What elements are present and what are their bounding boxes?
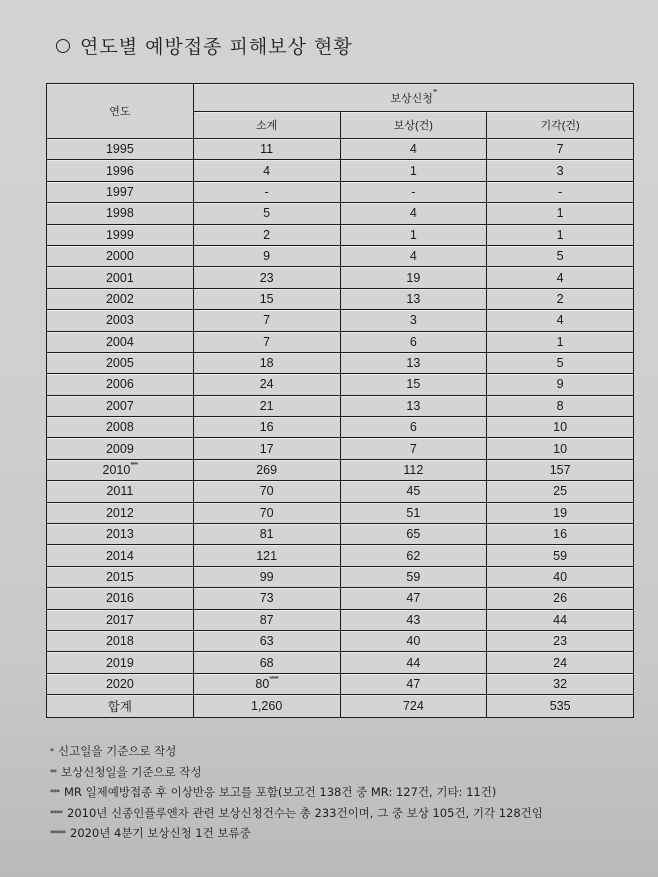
cell-rejected: 25 — [487, 481, 634, 502]
table-row — [47, 352, 634, 373]
cell-year: 2001 — [47, 267, 194, 288]
table-row — [47, 502, 634, 523]
cell-year: 2014 — [47, 545, 194, 566]
table-row — [47, 481, 634, 502]
cell-subtotal: 9 — [193, 245, 340, 266]
footnotes — [50, 742, 543, 845]
cell-year: 2003 — [47, 310, 194, 331]
cell-year: 2015 — [47, 566, 194, 587]
cell-rejected: 44 — [487, 609, 634, 630]
cell-rejected: 5 — [487, 245, 634, 266]
cell-year: 2008 — [47, 417, 194, 438]
circle-bullet-icon — [56, 39, 70, 53]
cell-year: 1995 — [47, 139, 194, 160]
cell-subtotal: 70 — [193, 502, 340, 523]
cell-year: 2009 — [47, 438, 194, 459]
cell-compensated: 112 — [340, 459, 487, 480]
footnote-item — [50, 804, 543, 825]
table-row — [47, 288, 634, 309]
table-row — [47, 588, 634, 609]
cell-compensated: 47 — [340, 673, 487, 694]
table-row — [47, 267, 634, 288]
table-row — [47, 224, 634, 245]
footnote-item — [50, 783, 543, 804]
cell-compensated: 65 — [340, 524, 487, 545]
footnote-text: 2010년 신종인플루엔자 관련 보상신청건수는 총 233건이며, 그 중 보상 105건, 기각 128건임 — [67, 805, 543, 820]
table-row — [47, 245, 634, 266]
cell-compensated: 6 — [340, 417, 487, 438]
cell-compensated: 44 — [340, 652, 487, 673]
cell-year: 2005 — [47, 352, 194, 373]
cell-compensated: 6 — [340, 331, 487, 352]
cell-subtotal: 15 — [193, 288, 340, 309]
header-year: 연도 — [47, 84, 194, 139]
cell-rejected: 7 — [487, 139, 634, 160]
cell-year: 2019 — [47, 652, 194, 673]
cell-subtotal: 70 — [193, 481, 340, 502]
cell-total-label: 합계 — [47, 695, 194, 718]
footnote-text: MR 일제예방접종 후 이상반응 보고를 포함(보고건 138건 중 MR: 127건, 기타: 11건) — [64, 785, 497, 800]
cell-subtotal: 5 — [193, 203, 340, 224]
cell-rejected: 1 — [487, 224, 634, 245]
footnote-marker: *** — [50, 788, 59, 798]
cell-compensated: 59 — [340, 566, 487, 587]
cell-year: 2017 — [47, 609, 194, 630]
header-compensated: 보상(건) — [340, 112, 487, 139]
cell-compensated: 62 — [340, 545, 487, 566]
cell-rejected: 4 — [487, 310, 634, 331]
cell-rejected: 24 — [487, 652, 634, 673]
table-row — [47, 374, 634, 395]
cell-compensated: 13 — [340, 352, 487, 373]
cell-total-subtotal: 1,260 — [193, 695, 340, 718]
cell-compensated: 1 — [340, 160, 487, 181]
cell-rejected: 10 — [487, 438, 634, 459]
table-row — [47, 438, 634, 459]
footnote-text: 보상신청일을 기준으로 작성 — [61, 764, 202, 779]
cell-rejected: 1 — [487, 331, 634, 352]
cell-rejected: 5 — [487, 352, 634, 373]
header-subtotal: 소계 — [193, 112, 340, 139]
cell-rejected: 23 — [487, 630, 634, 651]
cell-compensated: 19 — [340, 267, 487, 288]
cell-subtotal: 4 — [193, 160, 340, 181]
cell-compensated: 4 — [340, 139, 487, 160]
table-header-row — [47, 84, 634, 112]
cell-subtotal: 7 — [193, 310, 340, 331]
cell-subtotal: 17 — [193, 438, 340, 459]
cell-compensated: 13 — [340, 288, 487, 309]
cell-subtotal: 23 — [193, 267, 340, 288]
cell-subtotal: 18 — [193, 352, 340, 373]
footnote-marker: ** — [50, 767, 56, 777]
cell-subtotal: 63 — [193, 630, 340, 651]
cell-rejected: 19 — [487, 502, 634, 523]
footnote-marker: **** — [130, 462, 138, 470]
cell-compensated: 3 — [340, 310, 487, 331]
cell-year: 2011 — [47, 481, 194, 502]
cell-compensated: - — [340, 181, 487, 202]
table-row — [47, 652, 634, 673]
footnote-marker: * — [50, 747, 53, 756]
cell-rejected: 32 — [487, 673, 634, 694]
cell-subtotal: 121 — [193, 545, 340, 566]
table-row — [47, 203, 634, 224]
cell-compensated: 45 — [340, 481, 487, 502]
cell-rejected: 3 — [487, 160, 634, 181]
cell-subtotal: 2 — [193, 224, 340, 245]
cell-rejected: - — [487, 181, 634, 202]
table-row — [47, 673, 634, 694]
cell-compensated: 51 — [340, 502, 487, 523]
footnote-marker: **** — [50, 808, 62, 818]
cell-subtotal: 68 — [193, 652, 340, 673]
cell-rejected: 2 — [487, 288, 634, 309]
cell-subtotal: 73 — [193, 588, 340, 609]
cell-compensated: 4 — [340, 203, 487, 224]
compensation-table — [46, 83, 634, 718]
cell-subtotal: - — [193, 181, 340, 202]
table-row — [47, 417, 634, 438]
table-row — [47, 160, 634, 181]
cell-year: 2016 — [47, 588, 194, 609]
cell-year: 1998 — [47, 203, 194, 224]
document-title-text: 연도별 예방접종 피해보상 현황 — [80, 36, 353, 58]
header-application-group: 보상신청** — [193, 84, 633, 112]
footnote-item — [50, 824, 543, 845]
cell-compensated: 40 — [340, 630, 487, 651]
cell-year: 2013 — [47, 524, 194, 545]
table-row — [47, 566, 634, 587]
table-body — [47, 139, 634, 718]
cell-rejected: 10 — [487, 417, 634, 438]
table-row — [47, 524, 634, 545]
cell-compensated: 1 — [340, 224, 487, 245]
cell-year: 2018 — [47, 630, 194, 651]
cell-year: 2004 — [47, 331, 194, 352]
cell-subtotal: 24 — [193, 374, 340, 395]
cell-subtotal: 21 — [193, 395, 340, 416]
footnote-item — [50, 742, 543, 763]
table-row — [47, 459, 634, 480]
footnote-text: 신고일을 기준으로 작성 — [58, 744, 177, 758]
cell-year: 2010**** — [47, 459, 194, 480]
cell-total-rejected: 535 — [487, 695, 634, 718]
cell-compensated: 15 — [340, 374, 487, 395]
table-row — [47, 609, 634, 630]
cell-rejected: 16 — [487, 524, 634, 545]
cell-year: 1997 — [47, 181, 194, 202]
footnote-marker: ***** — [269, 675, 278, 683]
footnote-marker: ** — [432, 88, 437, 96]
cell-year: 2020 — [47, 673, 194, 694]
cell-rejected: 1 — [487, 203, 634, 224]
table-row — [47, 310, 634, 331]
table-row — [47, 395, 634, 416]
cell-rejected: 40 — [487, 566, 634, 587]
cell-subtotal: 80***** — [193, 673, 340, 694]
cell-compensated: 43 — [340, 609, 487, 630]
cell-rejected: 9 — [487, 374, 634, 395]
cell-subtotal: 7 — [193, 331, 340, 352]
cell-compensated: 47 — [340, 588, 487, 609]
cell-total-compensated: 724 — [340, 695, 487, 718]
cell-year: 1996 — [47, 160, 194, 181]
cell-year: 1999 — [47, 224, 194, 245]
cell-compensated: 13 — [340, 395, 487, 416]
cell-subtotal: 16 — [193, 417, 340, 438]
footnote-marker: ***** — [50, 829, 65, 839]
cell-compensated: 4 — [340, 245, 487, 266]
cell-year: 2000 — [47, 245, 194, 266]
cell-year: 2006 — [47, 374, 194, 395]
cell-subtotal: 269 — [193, 459, 340, 480]
cell-rejected: 4 — [487, 267, 634, 288]
cell-subtotal: 87 — [193, 609, 340, 630]
document-title — [56, 32, 353, 59]
cell-rejected: 157 — [487, 459, 634, 480]
cell-subtotal: 81 — [193, 524, 340, 545]
footnote-text: 2020년 4분기 보상신청 1건 보류중 — [70, 826, 251, 841]
cell-year: 2012 — [47, 502, 194, 523]
table-row — [47, 331, 634, 352]
table-row — [47, 181, 634, 202]
cell-subtotal: 11 — [193, 139, 340, 160]
header-rejected: 기각(건) — [487, 112, 634, 139]
table-row — [47, 545, 634, 566]
table-total-row — [47, 695, 634, 718]
cell-year: 2007 — [47, 395, 194, 416]
cell-rejected: 59 — [487, 545, 634, 566]
cell-year: 2002 — [47, 288, 194, 309]
cell-rejected: 8 — [487, 395, 634, 416]
footnote-item — [50, 763, 543, 784]
cell-subtotal: 99 — [193, 566, 340, 587]
cell-compensated: 7 — [340, 438, 487, 459]
cell-rejected: 26 — [487, 588, 634, 609]
table-row — [47, 630, 634, 651]
table-row — [47, 139, 634, 160]
